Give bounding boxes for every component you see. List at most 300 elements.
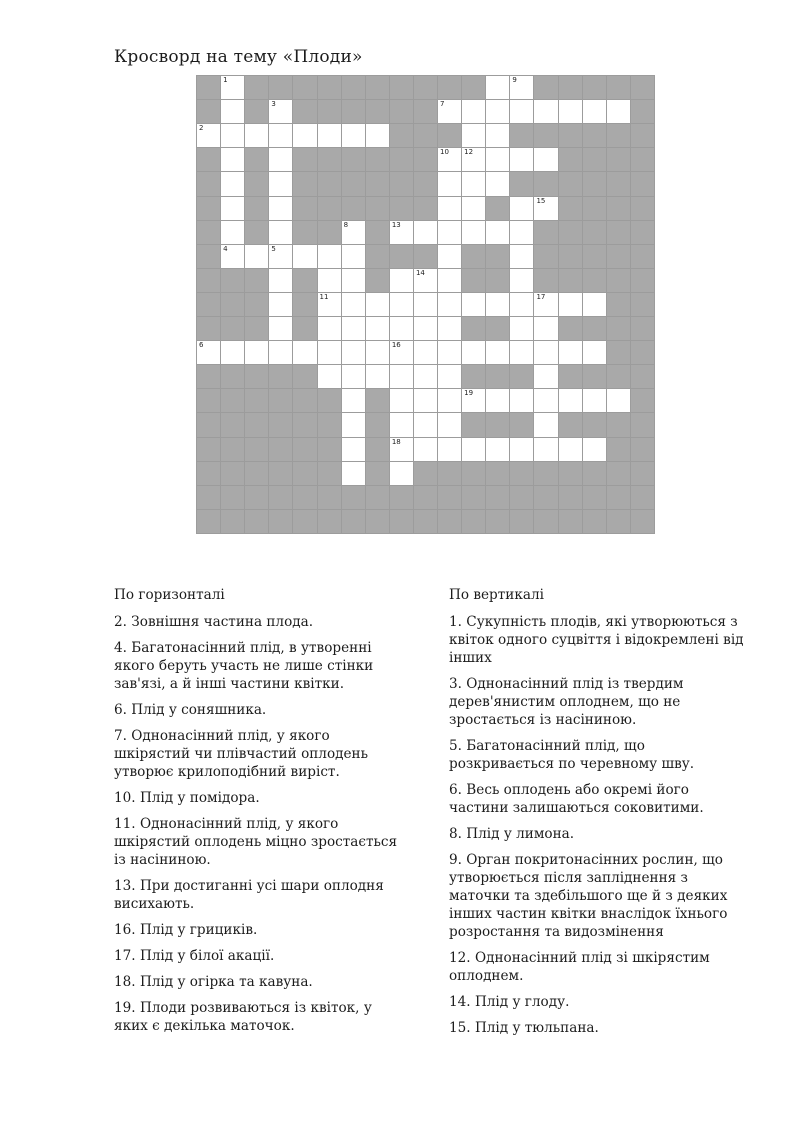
- grid-cell-open[interactable]: [437, 292, 462, 317]
- grid-cell-open[interactable]: [582, 340, 607, 365]
- grid-cell-blocked: [389, 244, 414, 269]
- grid-cell-blocked: [317, 220, 342, 245]
- grid-cell-blocked: [558, 123, 583, 148]
- down-clue: 14. Плід у глоду.: [449, 994, 570, 1010]
- grid-cell-blocked: [365, 99, 390, 124]
- grid-cell-open[interactable]: [533, 364, 558, 389]
- grid-cell-open[interactable]: [413, 412, 438, 437]
- grid-cell-open[interactable]: [268, 171, 293, 196]
- grid-cell-open[interactable]: [582, 292, 607, 317]
- grid-cell-blocked: [196, 147, 221, 172]
- grid-cell-blocked: [630, 171, 655, 196]
- grid-cell-blocked: [341, 147, 366, 172]
- grid-cell-open[interactable]: [317, 292, 342, 317]
- grid-cell-open[interactable]: [558, 340, 583, 365]
- grid-cell-open[interactable]: [533, 388, 558, 413]
- grid-cell-blocked: [292, 268, 317, 293]
- grid-cell-open[interactable]: [317, 316, 342, 341]
- grid-cell-open[interactable]: [341, 268, 366, 293]
- grid-cell-blocked: [582, 316, 607, 341]
- grid-cell-blocked: [220, 388, 245, 413]
- grid-cell-blocked: [317, 99, 342, 124]
- grid-cell-blocked: [582, 75, 607, 100]
- grid-cell-blocked: [292, 461, 317, 486]
- grid-cell-open[interactable]: [437, 268, 462, 293]
- grid-cell-blocked: [606, 75, 631, 100]
- grid-cell-blocked: [365, 485, 390, 510]
- grid-cell-blocked: [196, 388, 221, 413]
- grid-cell-open[interactable]: [437, 437, 462, 462]
- grid-cell-blocked: [582, 147, 607, 172]
- grid-cell-open[interactable]: [437, 388, 462, 413]
- grid-cell-open[interactable]: [244, 123, 269, 148]
- grid-cell-blocked: [533, 75, 558, 100]
- grid-cell-blocked: [317, 485, 342, 510]
- grid-cell-open[interactable]: [365, 340, 390, 365]
- grid-cell-open[interactable]: [509, 244, 534, 269]
- grid-cell-open[interactable]: [268, 268, 293, 293]
- across-clue: 16. Плід у грициків.: [114, 922, 258, 938]
- grid-cell-blocked: [196, 461, 221, 486]
- grid-cell-open[interactable]: [533, 412, 558, 437]
- grid-cell-blocked: [341, 171, 366, 196]
- grid-cell-blocked: [292, 364, 317, 389]
- grid-cell-blocked: [196, 220, 221, 245]
- grid-cell-open[interactable]: [533, 292, 558, 317]
- grid-cell-open[interactable]: [558, 292, 583, 317]
- grid-cell-open[interactable]: [485, 220, 510, 245]
- grid-cell-blocked: [292, 75, 317, 100]
- grid-cell-blocked: [292, 196, 317, 221]
- grid-cell-blocked: [389, 123, 414, 148]
- grid-cell-blocked: [606, 509, 631, 534]
- grid-cell-open[interactable]: [268, 292, 293, 317]
- grid-cell-blocked: [389, 509, 414, 534]
- grid-cell-blocked: [413, 461, 438, 486]
- grid-cell-open[interactable]: [485, 388, 510, 413]
- grid-cell-open[interactable]: [341, 220, 366, 245]
- grid-cell-open[interactable]: [413, 268, 438, 293]
- grid-cell-blocked: [220, 412, 245, 437]
- grid-cell-blocked: [317, 388, 342, 413]
- grid-cell-blocked: [558, 244, 583, 269]
- grid-cell-open[interactable]: [341, 364, 366, 389]
- grid-cell-blocked: [268, 75, 293, 100]
- grid-cell-blocked: [244, 292, 269, 317]
- grid-cell-open[interactable]: [220, 123, 245, 148]
- grid-cell-open[interactable]: [317, 268, 342, 293]
- cell-number: 4: [223, 244, 228, 253]
- grid-cell-blocked: [533, 485, 558, 510]
- grid-cell-blocked: [244, 316, 269, 341]
- grid-cell-open[interactable]: [341, 244, 366, 269]
- cell-number: 7: [440, 100, 445, 109]
- grid-cell-open[interactable]: [196, 123, 221, 148]
- grid-cell-blocked: [461, 268, 486, 293]
- grid-cell-open[interactable]: [437, 340, 462, 365]
- grid-cell-blocked: [606, 244, 631, 269]
- grid-cell-open[interactable]: [437, 244, 462, 269]
- grid-cell-blocked: [244, 461, 269, 486]
- grid-cell-open[interactable]: [365, 292, 390, 317]
- grid-cell-blocked: [630, 485, 655, 510]
- grid-cell-blocked: [341, 75, 366, 100]
- cell-number: 19: [464, 389, 474, 398]
- cell-number: 12: [464, 148, 474, 157]
- grid-cell-blocked: [292, 220, 317, 245]
- grid-cell-blocked: [413, 75, 438, 100]
- grid-cell-blocked: [196, 171, 221, 196]
- grid-cell-blocked: [244, 171, 269, 196]
- grid-cell-open[interactable]: [509, 99, 534, 124]
- grid-cell-blocked: [268, 412, 293, 437]
- grid-cell-blocked: [582, 123, 607, 148]
- grid-cell-open[interactable]: [389, 364, 414, 389]
- grid-cell-open[interactable]: [509, 268, 534, 293]
- grid-cell-open[interactable]: [317, 340, 342, 365]
- grid-cell-open[interactable]: [582, 388, 607, 413]
- grid-cell-open[interactable]: [389, 437, 414, 462]
- grid-cell-blocked: [196, 244, 221, 269]
- grid-cell-blocked: [630, 509, 655, 534]
- grid-cell-blocked: [365, 220, 390, 245]
- grid-cell-open[interactable]: [389, 268, 414, 293]
- down-clues: [449, 586, 749, 1045]
- grid-cell-blocked: [389, 99, 414, 124]
- grid-cell-open[interactable]: [413, 388, 438, 413]
- grid-cell-blocked: [341, 485, 366, 510]
- grid-cell-blocked: [413, 123, 438, 148]
- grid-cell-open[interactable]: [220, 340, 245, 365]
- grid-cell-open[interactable]: [461, 437, 486, 462]
- grid-cell-open[interactable]: [413, 292, 438, 317]
- grid-cell-blocked: [317, 147, 342, 172]
- grid-cell-blocked: [485, 316, 510, 341]
- grid-cell-blocked: [196, 509, 221, 534]
- grid-cell-open[interactable]: [268, 316, 293, 341]
- grid-cell-open[interactable]: [292, 340, 317, 365]
- grid-cell-open[interactable]: [292, 123, 317, 148]
- grid-cell-blocked: [413, 99, 438, 124]
- grid-cell-open[interactable]: [461, 220, 486, 245]
- grid-cell-open[interactable]: [268, 220, 293, 245]
- grid-cell-blocked: [268, 437, 293, 462]
- down-clue: 12. Однонасінний плід зі шкірястим оплоднем.: [449, 950, 710, 984]
- grid-cell-open[interactable]: [196, 340, 221, 365]
- grid-cell-open[interactable]: [437, 171, 462, 196]
- grid-cell-open[interactable]: [268, 196, 293, 221]
- grid-cell-open[interactable]: [485, 171, 510, 196]
- grid-cell-blocked: [582, 196, 607, 221]
- grid-cell-blocked: [558, 364, 583, 389]
- grid-cell-blocked: [413, 244, 438, 269]
- grid-cell-open[interactable]: [461, 147, 486, 172]
- grid-cell-blocked: [220, 437, 245, 462]
- grid-cell-open[interactable]: [389, 292, 414, 317]
- grid-cell-open[interactable]: [485, 437, 510, 462]
- grid-cell-blocked: [196, 75, 221, 100]
- grid-cell-open[interactable]: [317, 244, 342, 269]
- grid-cell-open[interactable]: [509, 147, 534, 172]
- cell-number: 3: [271, 100, 276, 109]
- grid-cell-open[interactable]: [485, 99, 510, 124]
- grid-cell-open[interactable]: [220, 171, 245, 196]
- grid-cell-blocked: [220, 316, 245, 341]
- down-clue: 8. Плід у лимона.: [449, 826, 575, 842]
- grid-cell-open[interactable]: [341, 123, 366, 148]
- grid-cell-open[interactable]: [509, 220, 534, 245]
- grid-cell-blocked: [244, 75, 269, 100]
- grid-cell-blocked: [292, 171, 317, 196]
- grid-cell-open[interactable]: [509, 75, 534, 100]
- grid-cell-blocked: [582, 485, 607, 510]
- grid-cell-open[interactable]: [413, 364, 438, 389]
- grid-cell-blocked: [606, 171, 631, 196]
- grid-cell-blocked: [365, 461, 390, 486]
- grid-cell-open[interactable]: [268, 244, 293, 269]
- grid-cell-open[interactable]: [461, 340, 486, 365]
- grid-cell-open[interactable]: [509, 388, 534, 413]
- grid-cell-blocked: [630, 437, 655, 462]
- grid-cell-open[interactable]: [365, 123, 390, 148]
- grid-cell-open[interactable]: [268, 123, 293, 148]
- grid-cell-open[interactable]: [437, 412, 462, 437]
- grid-cell-open[interactable]: [437, 220, 462, 245]
- grid-cell-blocked: [558, 75, 583, 100]
- cell-number: 11: [319, 292, 329, 301]
- grid-cell-blocked: [365, 196, 390, 221]
- across-clue: 19. Плоди розвиваються із квіток, у яких є декілька маточок.: [114, 1000, 372, 1034]
- grid-cell-blocked: [220, 292, 245, 317]
- grid-cell-open[interactable]: [341, 412, 366, 437]
- grid-cell-open[interactable]: [606, 388, 631, 413]
- grid-cell-open[interactable]: [509, 340, 534, 365]
- grid-cell-open[interactable]: [437, 316, 462, 341]
- grid-cell-open[interactable]: [485, 147, 510, 172]
- grid-cell-open[interactable]: [341, 437, 366, 462]
- grid-cell-open[interactable]: [292, 244, 317, 269]
- grid-cell-open[interactable]: [341, 340, 366, 365]
- grid-cell-blocked: [292, 485, 317, 510]
- grid-cell-open[interactable]: [413, 316, 438, 341]
- grid-cell-blocked: [292, 99, 317, 124]
- grid-cell-blocked: [606, 196, 631, 221]
- grid-cell-open[interactable]: [317, 364, 342, 389]
- cell-number: 1: [223, 76, 228, 84]
- grid-cell-open[interactable]: [341, 316, 366, 341]
- grid-cell-open[interactable]: [220, 220, 245, 245]
- grid-cell-blocked: [461, 364, 486, 389]
- grid-cell-open[interactable]: [533, 340, 558, 365]
- grid-cell-blocked: [317, 461, 342, 486]
- grid-cell-open[interactable]: [533, 196, 558, 221]
- grid-cell-blocked: [558, 509, 583, 534]
- grid-cell-open[interactable]: [509, 437, 534, 462]
- grid-cell-blocked: [485, 268, 510, 293]
- grid-cell-open[interactable]: [389, 220, 414, 245]
- grid-cell-open[interactable]: [509, 316, 534, 341]
- grid-cell-blocked: [365, 509, 390, 534]
- grid-cell-blocked: [461, 75, 486, 100]
- grid-cell-blocked: [244, 99, 269, 124]
- grid-cell-open[interactable]: [461, 123, 486, 148]
- grid-cell-open[interactable]: [413, 437, 438, 462]
- across-clue: 6. Плід у соняшника.: [114, 702, 267, 718]
- grid-cell-open[interactable]: [220, 147, 245, 172]
- cell-number: 2: [199, 124, 204, 133]
- grid-cell-blocked: [509, 171, 534, 196]
- grid-cell-open[interactable]: [461, 292, 486, 317]
- grid-cell-open[interactable]: [509, 292, 534, 317]
- grid-cell-blocked: [533, 244, 558, 269]
- across-clue: 2. Зовнішня частина плода.: [114, 614, 314, 630]
- grid-cell-open[interactable]: [220, 75, 245, 100]
- grid-cell-open[interactable]: [413, 340, 438, 365]
- grid-cell-open[interactable]: [533, 99, 558, 124]
- grid-cell-open[interactable]: [606, 99, 631, 124]
- grid-cell-blocked: [630, 147, 655, 172]
- grid-cell-open[interactable]: [437, 196, 462, 221]
- grid-cell-open[interactable]: [220, 244, 245, 269]
- grid-cell-open[interactable]: [533, 437, 558, 462]
- grid-cell-blocked: [606, 220, 631, 245]
- grid-cell-open[interactable]: [437, 364, 462, 389]
- grid-cell-open[interactable]: [485, 123, 510, 148]
- across-clues: [114, 586, 404, 1043]
- grid-cell-open[interactable]: [341, 292, 366, 317]
- grid-cell-open[interactable]: [582, 99, 607, 124]
- grid-cell-open[interactable]: [365, 364, 390, 389]
- across-clue: 18. Плід у огірка та кавуна.: [114, 974, 313, 990]
- grid-cell-blocked: [485, 196, 510, 221]
- grid-cell-open[interactable]: [317, 123, 342, 148]
- grid-cell-open[interactable]: [485, 292, 510, 317]
- grid-cell-blocked: [558, 461, 583, 486]
- grid-cell-open[interactable]: [461, 388, 486, 413]
- grid-cell-blocked: [292, 316, 317, 341]
- grid-cell-blocked: [630, 364, 655, 389]
- grid-cell-open[interactable]: [341, 388, 366, 413]
- grid-cell-blocked: [630, 388, 655, 413]
- grid-cell-blocked: [244, 220, 269, 245]
- cell-number: 14: [415, 268, 425, 277]
- grid-cell-open[interactable]: [365, 316, 390, 341]
- grid-cell-blocked: [220, 364, 245, 389]
- grid-cell-open[interactable]: [244, 340, 269, 365]
- grid-cell-blocked: [220, 461, 245, 486]
- grid-cell-blocked: [558, 412, 583, 437]
- grid-cell-open[interactable]: [558, 99, 583, 124]
- grid-cell-open[interactable]: [533, 147, 558, 172]
- grid-cell-blocked: [292, 412, 317, 437]
- grid-cell-blocked: [630, 123, 655, 148]
- grid-cell-blocked: [485, 364, 510, 389]
- grid-cell-blocked: [485, 485, 510, 510]
- grid-cell-open[interactable]: [220, 99, 245, 124]
- cell-number: 13: [391, 220, 401, 229]
- grid-cell-blocked: [485, 509, 510, 534]
- grid-cell-open[interactable]: [461, 99, 486, 124]
- grid-cell-blocked: [341, 99, 366, 124]
- grid-cell-blocked: [630, 244, 655, 269]
- grid-cell-open[interactable]: [485, 340, 510, 365]
- grid-cell-open[interactable]: [268, 99, 293, 124]
- grid-cell-open[interactable]: [437, 99, 462, 124]
- grid-cell-blocked: [606, 437, 631, 462]
- grid-cell-open[interactable]: [413, 220, 438, 245]
- across-clue: 4. Багатонасінний плід, в утворенні якого беруть участь не лише стінки зав'язі, а й інші частини квітки.: [114, 640, 374, 692]
- down-clue: 9. Орган покритонасінних рослин, що утворюється після запліднення з маточки та здебільшого ще й з деяких інших частин квітки внаслідок їхнього розростання та видозмінення: [449, 852, 728, 940]
- grid-cell-open[interactable]: [485, 75, 510, 100]
- grid-cell-open[interactable]: [389, 412, 414, 437]
- grid-cell-open[interactable]: [389, 316, 414, 341]
- grid-cell-open[interactable]: [389, 340, 414, 365]
- cell-number: 8: [343, 220, 349, 229]
- grid-cell-open[interactable]: [558, 388, 583, 413]
- grid-cell-blocked: [630, 75, 655, 100]
- grid-cell-blocked: [533, 461, 558, 486]
- grid-cell-blocked: [244, 412, 269, 437]
- grid-cell-blocked: [582, 412, 607, 437]
- grid-cell-blocked: [582, 461, 607, 486]
- grid-cell-blocked: [582, 220, 607, 245]
- grid-cell-open[interactable]: [437, 147, 462, 172]
- grid-cell-open[interactable]: [533, 316, 558, 341]
- grid-cell-blocked: [317, 437, 342, 462]
- grid-cell-blocked: [606, 340, 631, 365]
- grid-cell-open[interactable]: [220, 196, 245, 221]
- grid-cell-blocked: [606, 461, 631, 486]
- grid-cell-blocked: [630, 340, 655, 365]
- grid-cell-blocked: [389, 196, 414, 221]
- grid-cell-blocked: [558, 220, 583, 245]
- grid-cell-open[interactable]: [244, 244, 269, 269]
- cell-number: 17: [536, 292, 546, 301]
- grid-cell-blocked: [365, 412, 390, 437]
- grid-cell-open[interactable]: [389, 461, 414, 486]
- grid-cell-blocked: [558, 485, 583, 510]
- grid-cell-blocked: [341, 196, 366, 221]
- grid-cell-blocked: [413, 509, 438, 534]
- grid-cell-blocked: [317, 171, 342, 196]
- grid-cell-blocked: [582, 509, 607, 534]
- cell-number: 6: [199, 341, 204, 350]
- grid-cell-blocked: [244, 509, 269, 534]
- grid-cell-open[interactable]: [509, 196, 534, 221]
- grid-cell-blocked: [292, 437, 317, 462]
- grid-cell-open[interactable]: [461, 171, 486, 196]
- grid-cell-blocked: [244, 485, 269, 510]
- grid-cell-blocked: [365, 388, 390, 413]
- grid-cell-blocked: [461, 461, 486, 486]
- grid-cell-open[interactable]: [558, 437, 583, 462]
- grid-cell-blocked: [244, 196, 269, 221]
- cell-number: 9: [512, 76, 517, 84]
- grid-cell-open[interactable]: [268, 340, 293, 365]
- grid-cell-blocked: [437, 461, 462, 486]
- grid-cell-blocked: [196, 364, 221, 389]
- grid-cell-blocked: [509, 412, 534, 437]
- across-clue: 17. Плід у білої акації.: [114, 948, 275, 964]
- grid-cell-open[interactable]: [389, 388, 414, 413]
- grid-cell-blocked: [244, 147, 269, 172]
- grid-cell-open[interactable]: [341, 461, 366, 486]
- grid-cell-open[interactable]: [268, 147, 293, 172]
- across-clue: 13. При достиганні усі шари оплодня висихають.: [114, 878, 384, 912]
- grid-cell-open[interactable]: [461, 196, 486, 221]
- grid-cell-open[interactable]: [582, 437, 607, 462]
- grid-cell-blocked: [196, 437, 221, 462]
